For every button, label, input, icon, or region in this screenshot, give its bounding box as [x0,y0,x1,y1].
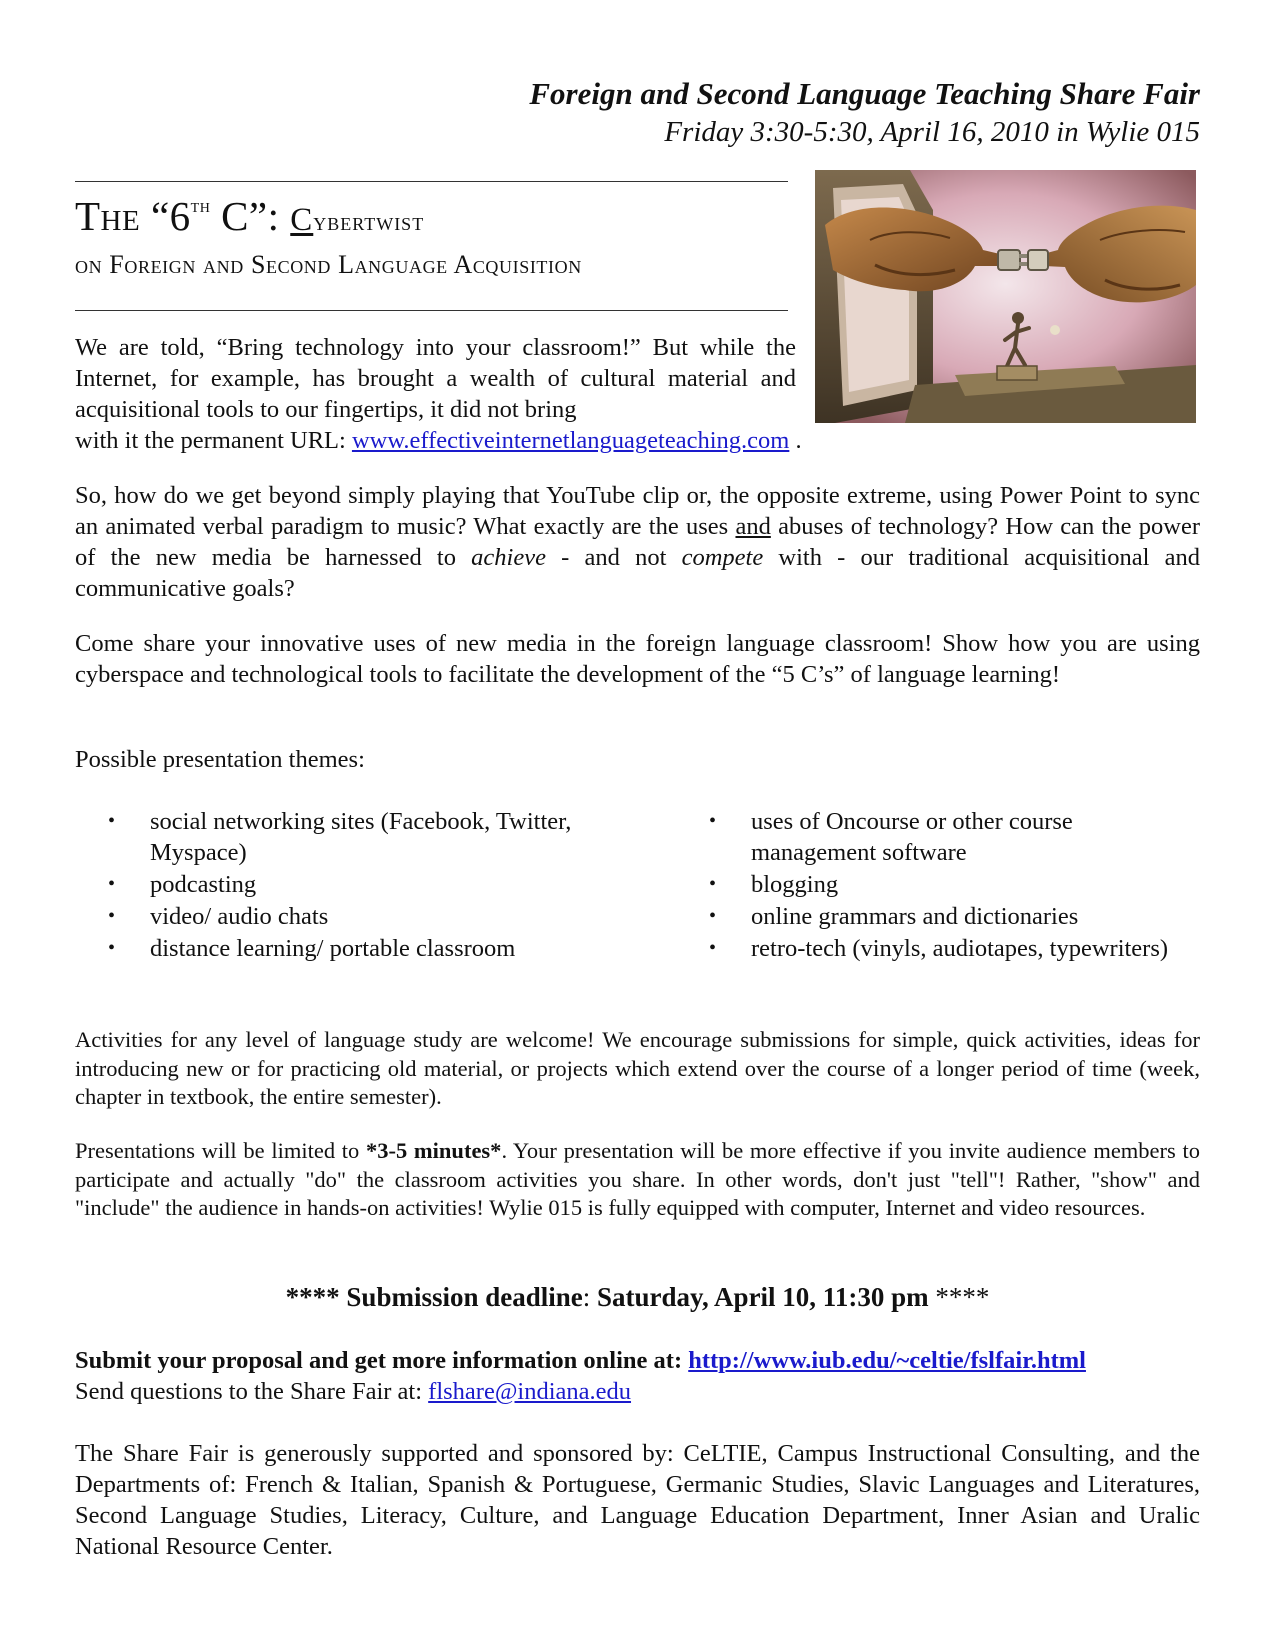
p6-part2: . Your presentation will be more effective if you invite audience members to participate and actually "do" the classroom activities you share. In other words, don't just "tell"! Rather, "show" and "include" the audience in hands-on activities! Wylie 015 is fully equipped with computer, Internet and video resources. [75,1138,1200,1220]
theme-text: social networking sites (Facebook, Twitter, Myspace) [150,808,572,866]
p6-part1: Presentations will be limited to [75,1138,366,1163]
submission-deadline [0,1282,1275,1313]
themes-list-left [75,806,595,965]
theme-text: retro-tech (vinyls, audiotapes, typewriters) [751,935,1169,962]
bullet-icon: • [108,905,116,927]
p2-underlined-and: and [735,513,771,540]
intro-url-suffix: . [789,427,802,454]
bullet-icon: • [709,905,717,927]
theme-text: distance learning/ portable classroom [150,935,516,962]
deadline-stars-right: **** [928,1282,990,1312]
bullet-icon: • [709,937,717,959]
p2-part2: abuses of technology? How can the power of the new media be harnessed to [75,513,1200,571]
questions-email-line [75,1378,631,1406]
themes-list-right [676,806,1196,965]
cybertwist-rest: ybertwist [313,207,425,236]
p2-part1: So, how do we get beyond simply playing that YouTube clip or, the opposite extreme, using Power Point to sync an animated verbal paradigm to music? What exactly are the uses [75,482,1200,540]
bullet-icon: • [108,873,116,895]
main-title [75,193,425,239]
submit-proposal-line [75,1347,1086,1375]
event-date-location: Friday 3:30-5:30, April 16, 2010 in Wylie 015 [664,116,1200,148]
effective-teaching-link[interactable]: www.effectiveinternetlanguageteaching.com [351,427,790,454]
theme-text: video/ audio chats [150,903,329,930]
themes-label: Possible presentation themes: [75,746,365,773]
theme-item [676,933,1196,964]
theme-text: uses of Oncourse or other course management software [751,808,1073,866]
p6-time-limit: *3-5 minutes* [365,1138,502,1163]
theme-item [75,933,595,964]
activities-paragraph: Activities for any level of language study are welcome! We encourage submissions for simple, quick activities, ideas for introducing new or for practicing old material, or projects which extend over the course of a longer period of time (week, chapter in textbook, the entire semester). [75,1027,1200,1109]
theme-item [676,901,1196,932]
deadline-stars-left: **** [285,1282,347,1312]
presentations-paragraph [75,1137,1200,1223]
theme-text: podcasting [150,871,257,898]
fslfair-link[interactable]: http://www.iub.edu/~celtie/fslfair.html [688,1347,1086,1374]
main-title-suffix: C”: [210,193,291,239]
share-paragraph: Come share your innovative uses of new media in the foreign language classroom! Show how you are using cyberspace and technological tools to facilitate the development of the “5 C’s” of language learning! [75,630,1200,688]
title-rule-top [75,181,788,182]
intro-paragraph: We are told, “Bring technology into your classroom!” But while the Internet, for example, has brought a wealth of cultural material and acquisitional tools to our fingertips, it did not bring [75,334,796,423]
title-rule-bottom [75,310,788,311]
bullet-icon: • [709,873,717,895]
theme-item [75,869,595,900]
theme-text: blogging [751,871,839,898]
theme-item [75,806,595,868]
p2-part3: - and not [545,544,682,571]
deadline-label: Submission deadline [346,1282,583,1312]
theme-item [676,869,1196,900]
theme-item [676,806,1196,868]
main-title-prefix: The “6 [75,193,191,239]
cybertwist-initial: C [290,202,314,238]
theme-text: online grammars and dictionaries [751,903,1079,930]
event-title: Foreign and Second Language Teaching Share Fair [529,76,1200,111]
questions-paragraph [75,480,1200,604]
sponsors-paragraph: The Share Fair is generously supported and sponsored by: CeLTIE, Campus Instructional Consulting, and the Departments of: French & Italian, Spanish & Portuguese, Germanic Studies, Slavic Languages and Literatures, Second Language Studies, Literacy, Culture, and Language Education Department, Inner Asian and Uralic National Resource Center. [75,1440,1200,1560]
main-title-superscript: th [190,195,211,217]
deadline-colon: : [582,1282,598,1312]
intro-url-line [75,425,802,456]
bullet-icon: • [108,937,116,959]
theme-item [75,901,595,932]
p2-part4: with - our traditional acquisitional and communicative goals? [75,544,1200,602]
main-subtitle: on Foreign and Second Language Acquisition [75,250,582,279]
p2-italic-compete: compete [681,544,764,571]
intro-url-prefix: with it the permanent URL: [75,427,352,454]
flshare-email-link[interactable]: flshare@indiana.edu [428,1378,632,1405]
submit-text: Submit your proposal and get more information online at: [75,1347,689,1374]
plug-hands-illustration [815,170,1196,423]
questions-text: Send questions to the Share Fair at: [75,1378,429,1405]
bullet-icon: • [709,810,717,832]
p2-italic-achieve: achieve [471,544,546,571]
deadline-date: Saturday, April 10, 11:30 pm [597,1282,929,1312]
main-title-cybertwist [290,202,425,238]
bullet-icon: • [108,810,116,832]
